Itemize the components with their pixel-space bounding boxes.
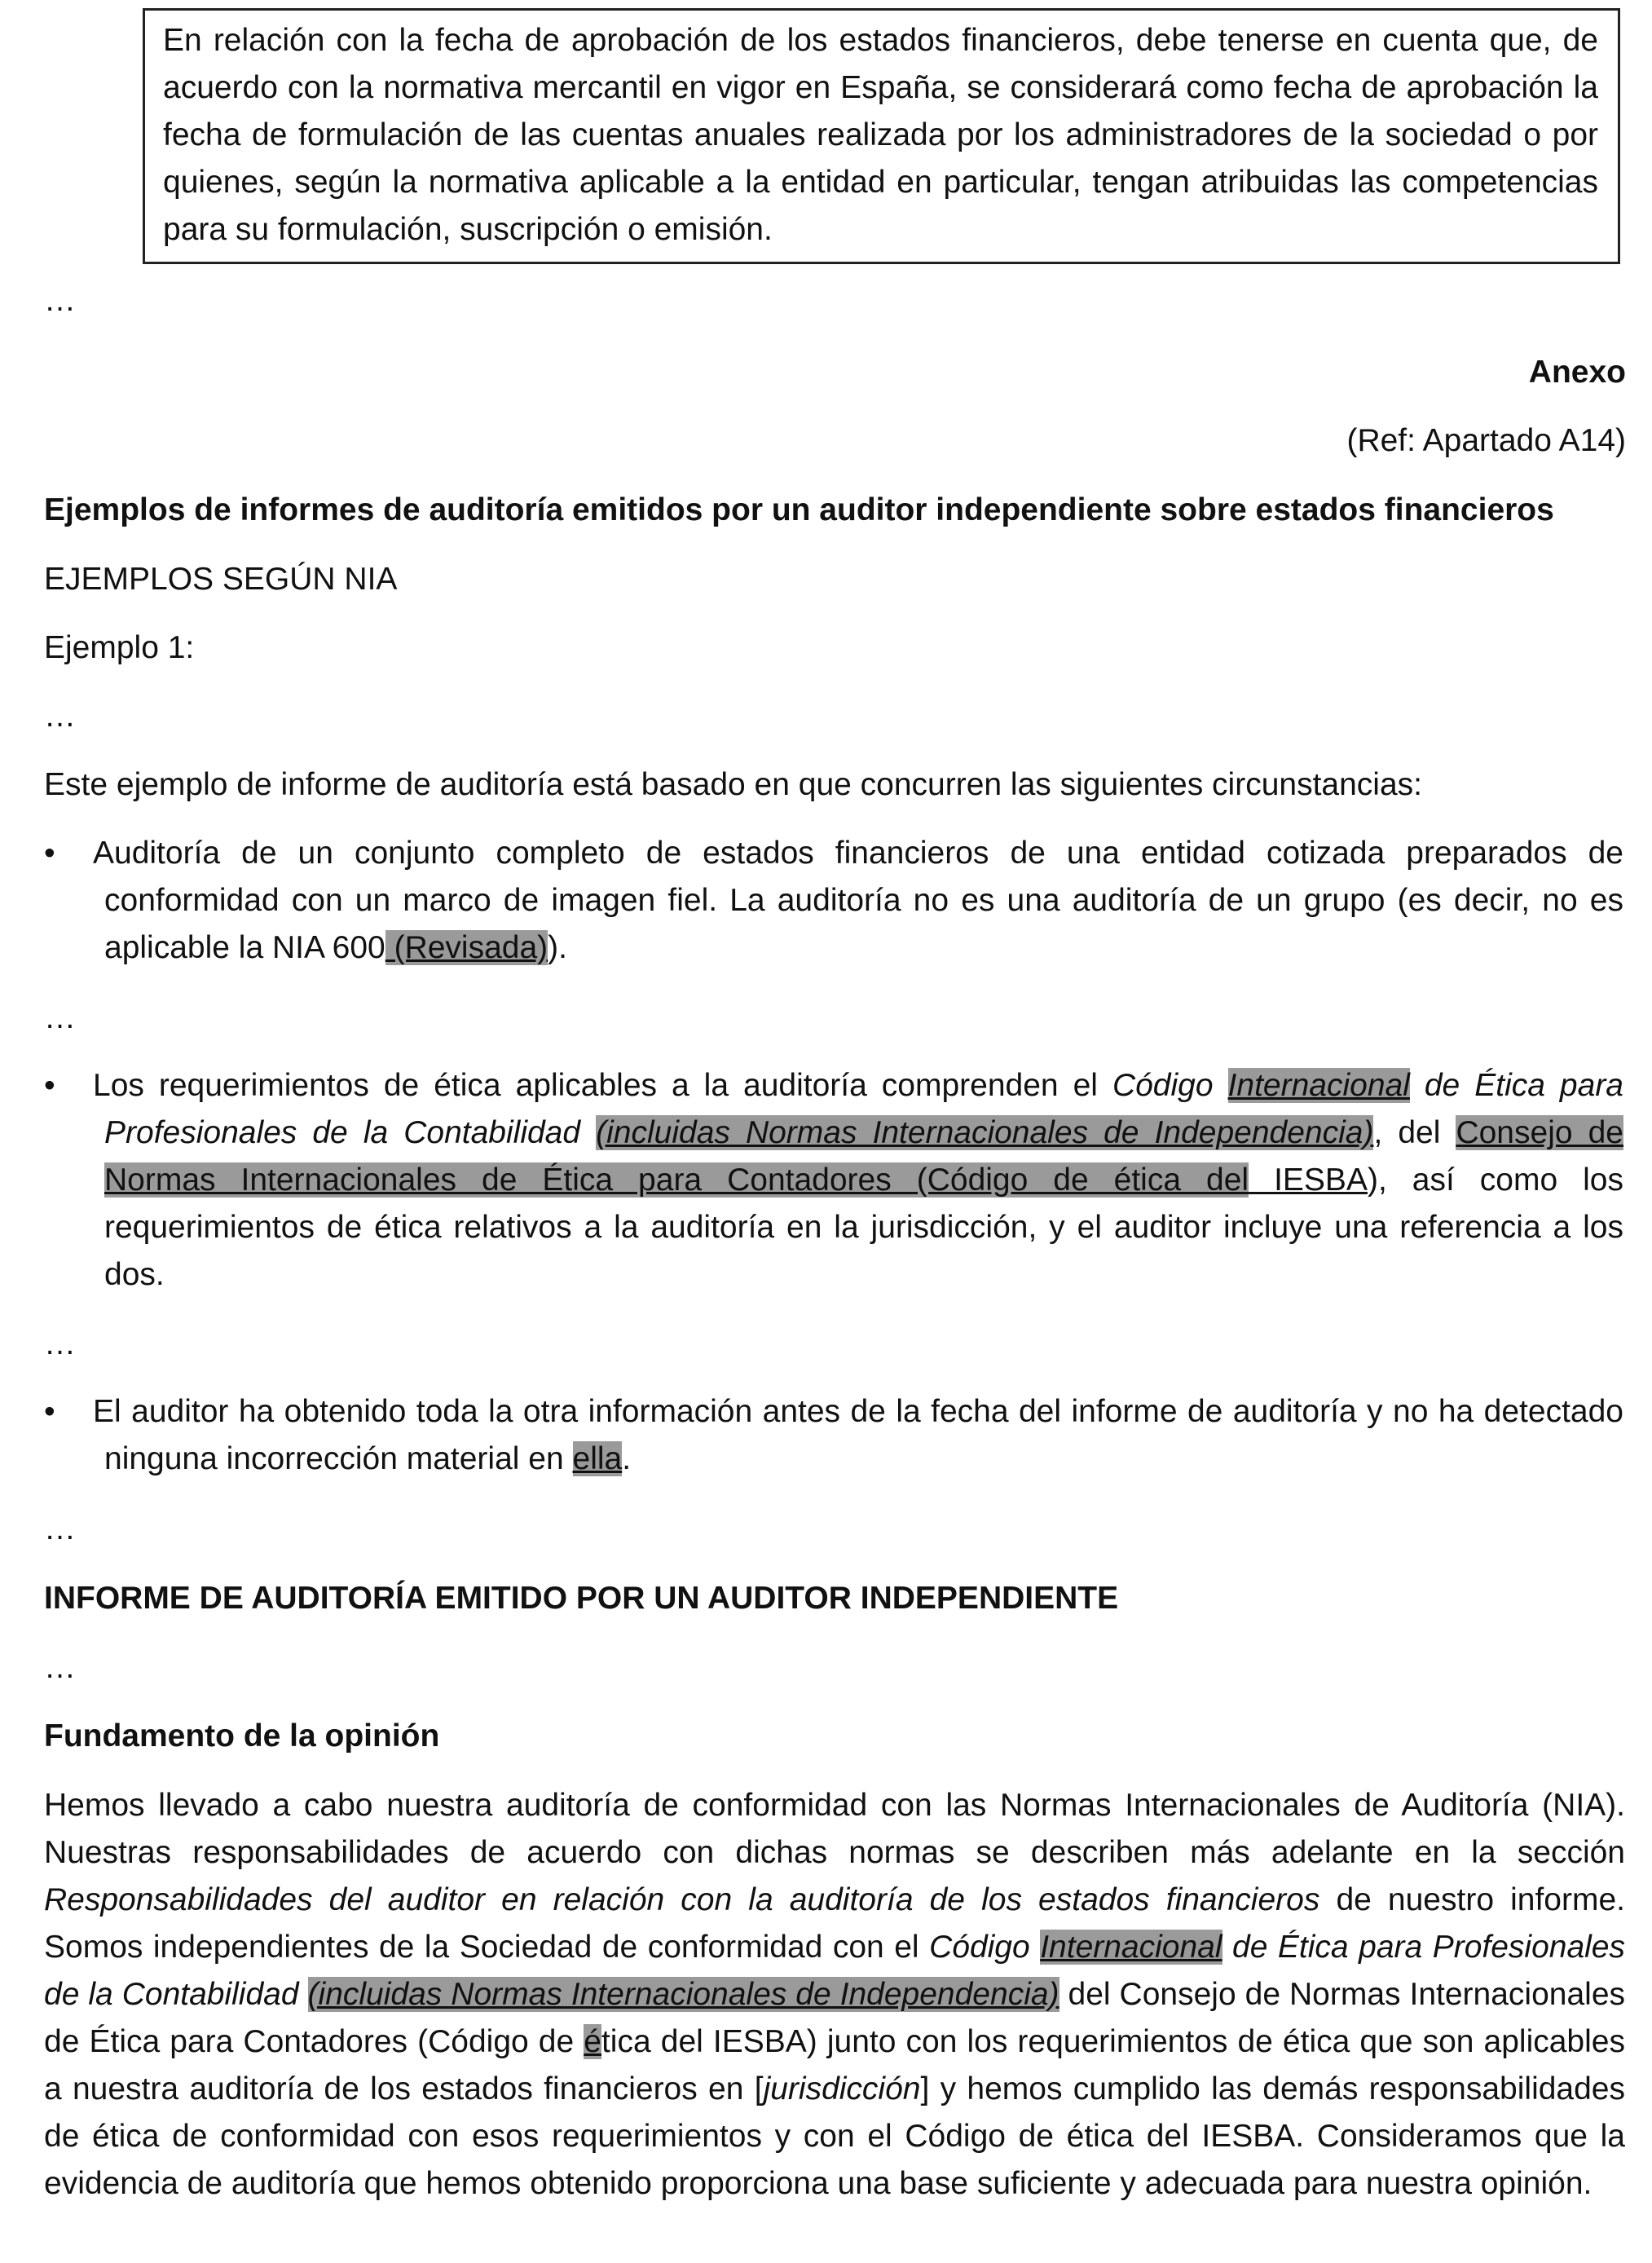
bullet-3-text: El auditor ha obtenido toda la otra información antes de la fecha del informe de auditoría y no ha detectado ninguna incorrección material en — [93, 1394, 1623, 1476]
bullet-text-1 — [93, 830, 1623, 972]
bullet-item-1 — [42, 830, 1623, 972]
annex-ref: (Ref: Apartado A14) — [1346, 423, 1626, 458]
opinion-highlight-3: é — [584, 2024, 601, 2059]
opinion-highlight-1: Internacional — [1040, 1930, 1222, 1965]
bullet-2-highlight-2: (incluidas Normas Internacionales de Independencia) — [596, 1115, 1374, 1150]
bullet-2-highlight-1: Internacional — [1227, 1068, 1410, 1103]
opinion-italic-4: jurisdicción — [763, 2071, 921, 2106]
bullet-3-highlight: ella — [572, 1441, 623, 1476]
opinion-italic-2: Código — [929, 1930, 1041, 1965]
ellipsis-5: … — [44, 1511, 76, 1546]
bullet-1-text: Auditoría de un conjunto completo de estados financieros de una entidad cotizada preparados de conformidad con un marco de imagen fiel. La auditoría no es una auditoría de un grupo (es decir, no es aplicable la NIA 600 — [93, 836, 1623, 965]
opinion-text-2: de nuestro informe. Somos independientes de la Sociedad de conformidad con el — [44, 1882, 1625, 1965]
ellipsis-4: … — [44, 1326, 76, 1361]
opinion-italic-1: Responsabilidades del auditor en relación con la auditoría de los estados financieros — [44, 1882, 1320, 1917]
bullet-2-iesba: IESBA — [1249, 1162, 1368, 1198]
opinion-text-3: del Consejo de Normas Internacionales de Ética para Contadores (Código de — [44, 1977, 1626, 2059]
ellipsis-3: … — [44, 1000, 76, 1035]
bullet-dot: • — [44, 1394, 55, 1429]
bullet-dot: • — [44, 836, 55, 871]
opinion-text-4: tica del IESBA) junto con los requerimientos de ética que son aplicables a nuestra auditoría de los estados financieros en [ — [44, 2024, 1625, 2106]
examples-subheading: EJEMPLOS SEGÚN NIA — [44, 562, 398, 597]
opinion-text-5: ] y hemos cumplido las demás responsabilidades de ética de conformidad con esos requerimientos y con el Código de ética del IESBA. Consideramos que la evidencia de auditoría que hemos obtenido proporciona una base suficiente y adecuada para nuestra opinión. — [44, 2071, 1626, 2201]
bullet-1-highlight: (Revisada) — [385, 930, 548, 965]
bullet-2-space — [580, 1115, 596, 1150]
opinion-space — [299, 1977, 308, 2012]
report-title: INFORME DE AUDITORÍA EMITIDO POR UN AUDITOR INDEPENDIENTE — [44, 1581, 1119, 1616]
opinion-paragraph — [44, 1782, 1625, 2208]
bullet-text-2 — [93, 1062, 1623, 1299]
annex-title: Anexo — [1528, 355, 1626, 390]
example-label: Ejemplo 1: — [44, 630, 195, 665]
ellipsis-6: … — [44, 1650, 76, 1685]
opinion-text-1: Hemos llevado a cabo nuestra auditoría de conformidad con las Normas Internacionales de Auditoría (NIA). Nuestras responsabilidades de acuerdo con dichas normas se describen más adelante en la sección — [44, 1788, 1625, 1870]
bullet-item-2 — [42, 1062, 1623, 1299]
bullet-text-3 — [93, 1388, 1623, 1483]
ellipsis-1: … — [44, 283, 76, 318]
ellipsis-2: … — [44, 699, 76, 734]
examples-heading: Ejemplos de informes de auditoría emitidos por un auditor independiente sobre estados financieros — [44, 492, 1554, 527]
bullet-2-highlight-3: Consejo de Normas Internacionales de Ética para Contadores (Código de ética del — [104, 1115, 1623, 1198]
bullet-1-end: ). — [548, 930, 567, 965]
bullet-2-text: Los requerimientos de ética aplicables a la auditoría comprenden el — [93, 1068, 1112, 1103]
bullet-item-3 — [42, 1388, 1623, 1483]
bullet-dot: • — [44, 1068, 55, 1103]
bullet-2-text-2: , del — [1373, 1115, 1456, 1150]
bullet-3-end: . — [622, 1441, 632, 1476]
bullet-2-italic-2: de Ética para Profesionales de la Contabilidad — [104, 1068, 1623, 1150]
opinion-highlight-2: (incluidas Normas Internacionales de Independencia) — [307, 1977, 1059, 2012]
note-box — [143, 8, 1620, 264]
note-box-text: En relación con la fecha de aprobación de los estados financieros, debe tenerse en cuenta que, de acuerdo con la normativa mercantil en vigor en España, se considerará como fecha de aprobación la fecha de formulación de las cuentas anuales realizada por los administradores de la sociedad o por quienes, según la normativa aplicable a la entidad en particular, tengan atribuidas las competencias para su formulación, suscripción o emisión. — [163, 23, 1598, 247]
opinion-heading: Fundamento de la opinión — [44, 1718, 440, 1753]
bullet-2-italic-1: Código — [1112, 1068, 1228, 1103]
opinion-italic-3: de Ética para Profesionales de la Contabilidad — [44, 1930, 1625, 2012]
circumstances-intro: Este ejemplo de informe de auditoría está basado en que concurren las siguientes circunstancias: — [44, 767, 1422, 802]
bullet-2-text-3: ), así como los requerimientos de ética relativos a la auditoría en la jurisdicción, y el auditor incluye una referencia a los dos. — [104, 1162, 1623, 1292]
